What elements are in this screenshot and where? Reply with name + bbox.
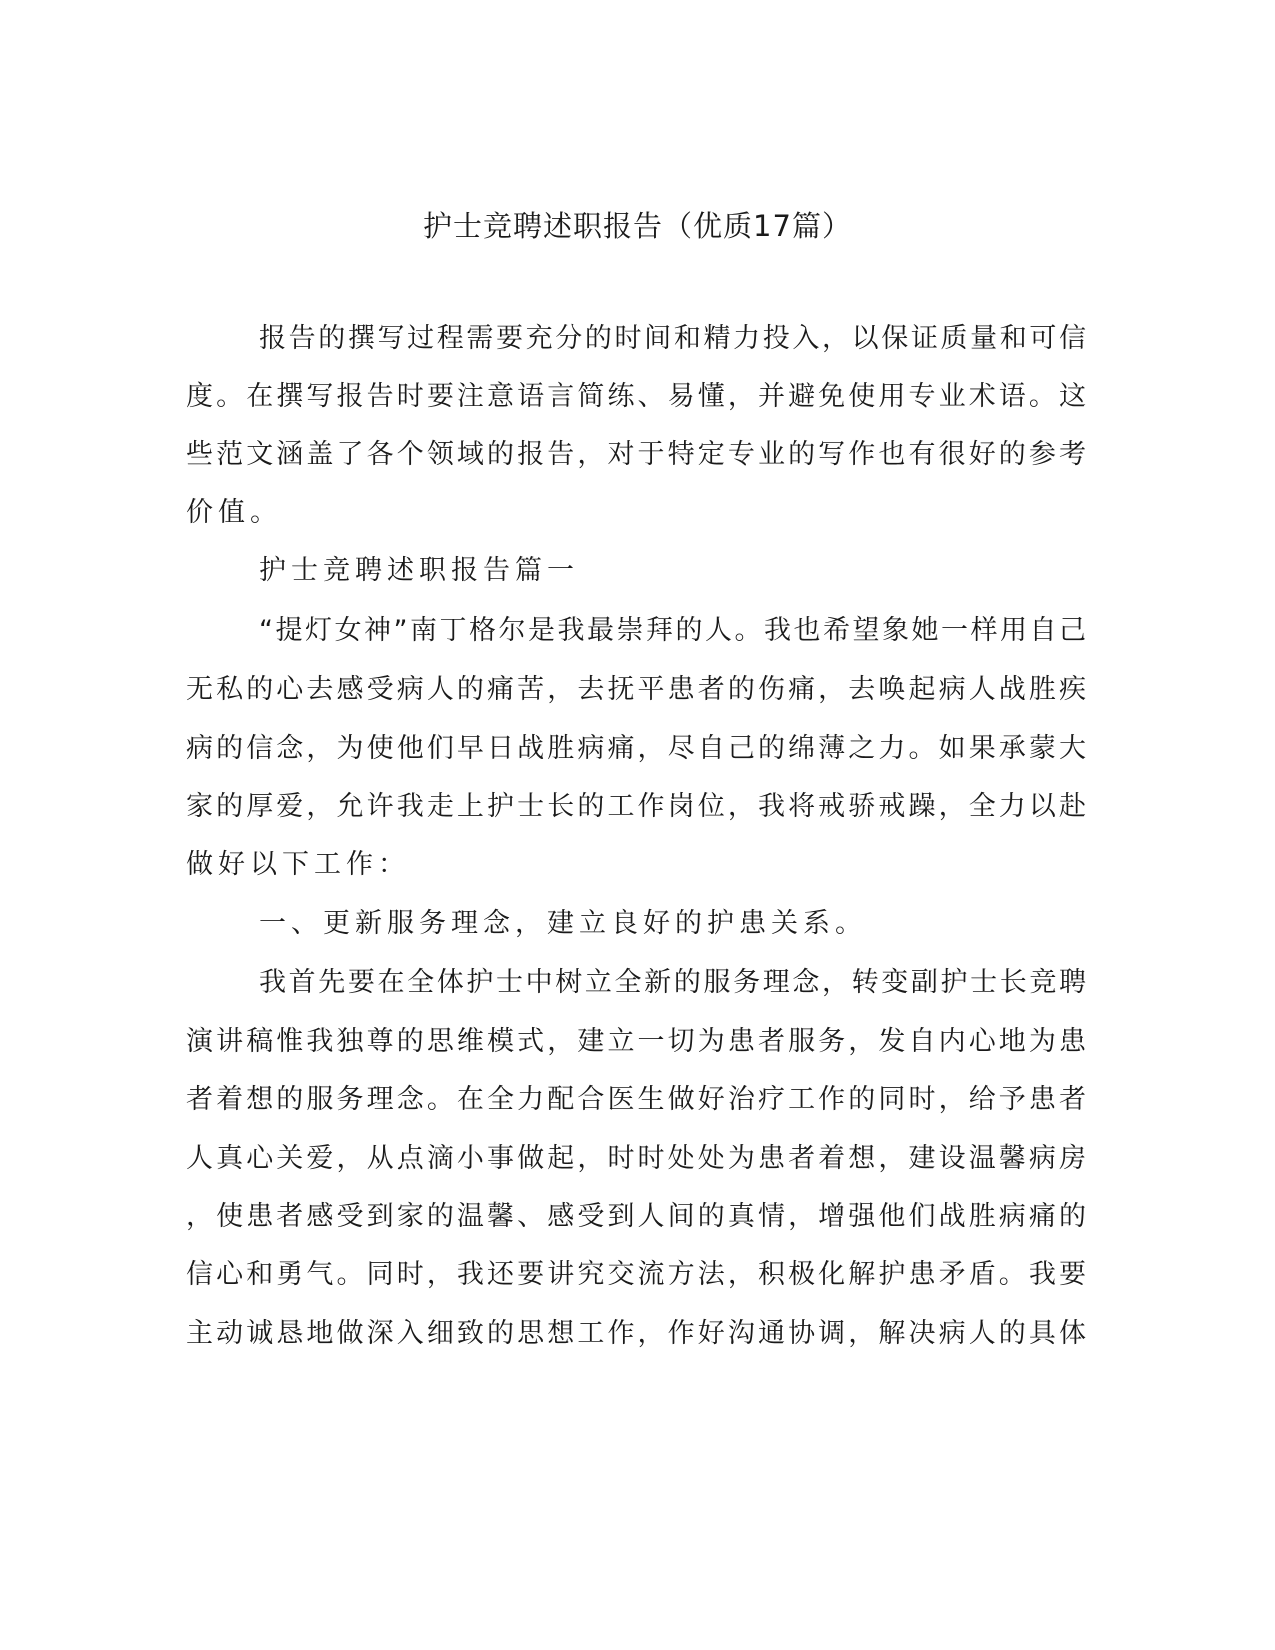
paragraph-line: 信心和勇气。同时，我还要讲究交流方法，积极化解护患矛盾。我要 <box>186 1259 1086 1290</box>
paragraph-line: 些范文涵盖了各个领域的报告，对于特定专业的写作也有很好的参考 <box>186 439 1086 470</box>
paragraph-line: 演讲稿惟我独尊的思维模式，建立一切为患者服务，发自内心地为患 <box>186 1026 1086 1057</box>
document-title: 护士竞聘述职报告（优质17篇） <box>423 209 852 243</box>
paragraph-line: 人真心关爱，从点滴小事做起，时时处处为患者着想，建设温馨病房 <box>186 1143 1086 1174</box>
paragraph-line: 价值。 <box>186 497 282 528</box>
paragraph-line: ，使患者感受到家的温馨、感受到人间的真情，增强他们战胜病痛的 <box>186 1201 1086 1232</box>
paragraph-line: “提灯女神”南丁格尔是我最崇拜的人。我也希望象她一样用自己 <box>259 615 1086 646</box>
section-heading: 护士竞聘述职报告篇一 <box>259 555 579 586</box>
paragraph-line: 主动诚恳地做深入细致的思想工作，作好沟通协调，解决病人的具体 <box>186 1318 1086 1349</box>
paragraph-line: 我首先要在全体护士中树立全新的服务理念，转变副护士长竞聘 <box>259 967 1086 998</box>
paragraph-line: 无私的心去感受病人的痛苦，去抚平患者的伤痛，去唤起病人战胜疾 <box>186 674 1086 705</box>
paragraph-line: 家的厚爱，允许我走上护士长的工作岗位，我将戒骄戒躁，全力以赴 <box>186 791 1086 822</box>
paragraph-line: 报告的撰写过程需要充分的时间和精力投入，以保证质量和可信 <box>259 323 1086 354</box>
paragraph-line: 者着想的服务理念。在全力配合医生做好治疗工作的同时，给予患者 <box>186 1084 1086 1115</box>
paragraph-line: 度。在撰写报告时要注意语言简练、易懂，并避免使用专业术语。这 <box>186 381 1086 412</box>
paragraph-line: 病的信念，为使他们早日战胜病痛，尽自己的绵薄之力。如果承蒙大 <box>186 733 1086 764</box>
paragraph-line: 做好以下工作： <box>186 849 410 880</box>
subheading: 一、更新服务理念，建立良好的护患关系。 <box>259 908 867 939</box>
